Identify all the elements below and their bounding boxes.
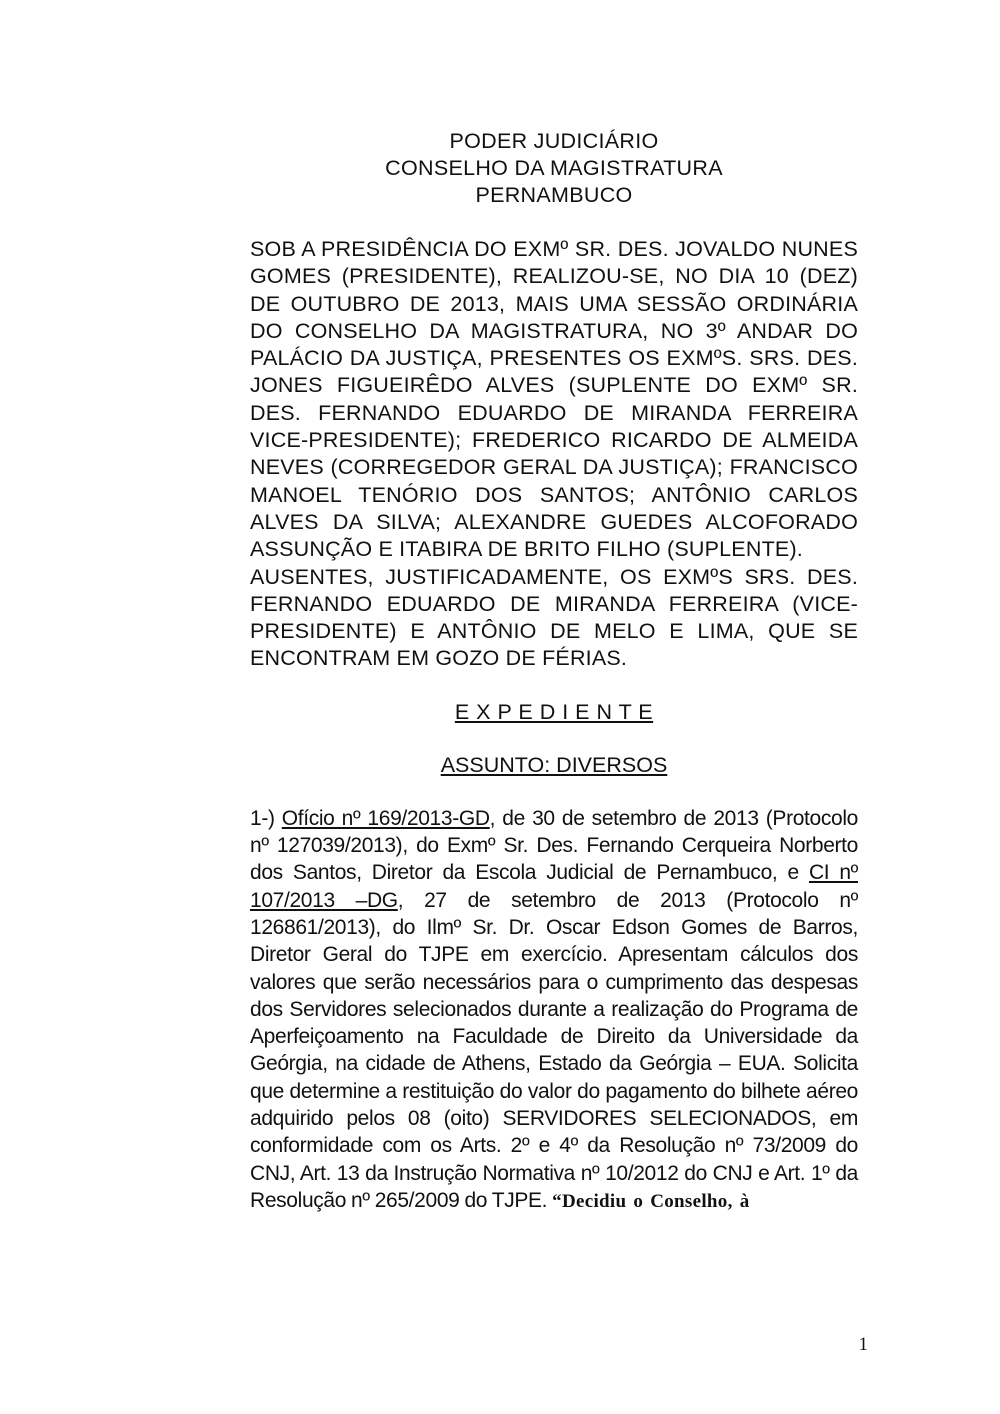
opening-paragraph-absent: AUSENTES, JUSTIFICADAMENTE, OS EXMºS SRS. DES. FERNANDO EDUARDO DE MIRANDA FERREIRA (VICE-PRESIDENTE) E ANTÔNIO DE MELO E LIMA, QUE SE ENCONTRAM EM GOZO DE FÉRIAS. — [250, 564, 858, 671]
item-text-part-2: , 27 de setembro de 2013 (Protocolo nº 126861/2013), do Ilmº Sr. Dr. Oscar Edson Gomes de Barros, Diretor Geral do TJPE em exercício. Apresentam cálculos dos valores que serão necessários para o cumprimento das despesas dos Servidores selecionados durante a realização do Programa de Aperfeiçoamento na Faculdade de Direito da Universidade da Geórgia, na cidade de Athens, Estado da Geórgia – EUA. Solicita que determine a restituição do valor do pagamento do bilhete aéreo adquirido pelos 08 (oito) SERVIDORES SELECIONADOS, em conformidade com os Arts. 2º e 4º da Resolução nº 73/2009 do CNJ, Art. 13 da Instrução Normativa nº 10/2012 do CNJ e Art. 1º da Resolução nº 265/2009 do TJPE. — [250, 888, 859, 1212]
item-number: 1-) — [250, 806, 275, 830]
opening-paragraph-present: SOB A PRESIDÊNCIA DO EXMº SR. DES. JOVALDO NUNES GOMES (PRESIDENTE), REALIZOU-SE, NO DIA 10 (DEZ) DE OUTUBRO DE 2013, MAIS UMA SESSÃO ORDINÁRIA DO CONSELHO DA MAGISTRATURA, NO 3º ANDAR DO PALÁCIO DA JUSTIÇA, PRESENTES OS EXMºS. SRS. DES. JONES FIGUEIRÊDO ALVES (SUPLENTE DO EXMº SR. DES. FERNANDO EDUARDO DE MIRANDA FERREIRA VICE-PRESIDENTE); FREDERICO RICARDO DE ALMEIDA NEVES (CORREGEDOR GERAL DA JUSTIÇA); FRANCISCO MANOEL TENÓRIO DOS SANTOS; ANTÔNIO CARLOS ALVES DA SILVA; ALEXANDRE GUEDES ALCOFORADO ASSUNÇÃO E ITABIRA DE BRITO FILHO (SUPLENTE). — [250, 237, 858, 562]
agenda-item-1 — [250, 805, 858, 1215]
item-document-reference-1: Ofício nº 169/2013-GD — [281, 806, 490, 830]
section-title — [250, 699, 858, 726]
subject-heading — [250, 752, 858, 779]
document-header — [250, 128, 858, 209]
document-page — [250, 128, 858, 1215]
item-document-reference-2: CI nº 107/2013 –DG — [250, 861, 859, 912]
header-line-council: CONSELHO DA MAGISTRATURA — [385, 156, 723, 180]
item-text-part-1: , de 30 de setembro de 2013 (Protocolo nº 127039/2013), do Exmº Sr. Des. Fernando Cerqueira Norberto dos Santos, Diretor da Escola Judicial de Pernambuco, e — [250, 806, 858, 885]
page-number: 1 — [858, 1334, 868, 1355]
session-opening — [250, 236, 858, 673]
header-line-state: PERNAMBUCO — [475, 183, 633, 207]
header-line-judiciary: PODER JUDICIÁRIO — [449, 129, 659, 153]
item-decision-start: “Decidiu o Conselho, à — [552, 1190, 750, 1212]
subject-heading-text: ASSUNTO: DIVERSOS — [440, 752, 668, 777]
section-title-text: E X P E D I E N T E — [454, 699, 654, 724]
